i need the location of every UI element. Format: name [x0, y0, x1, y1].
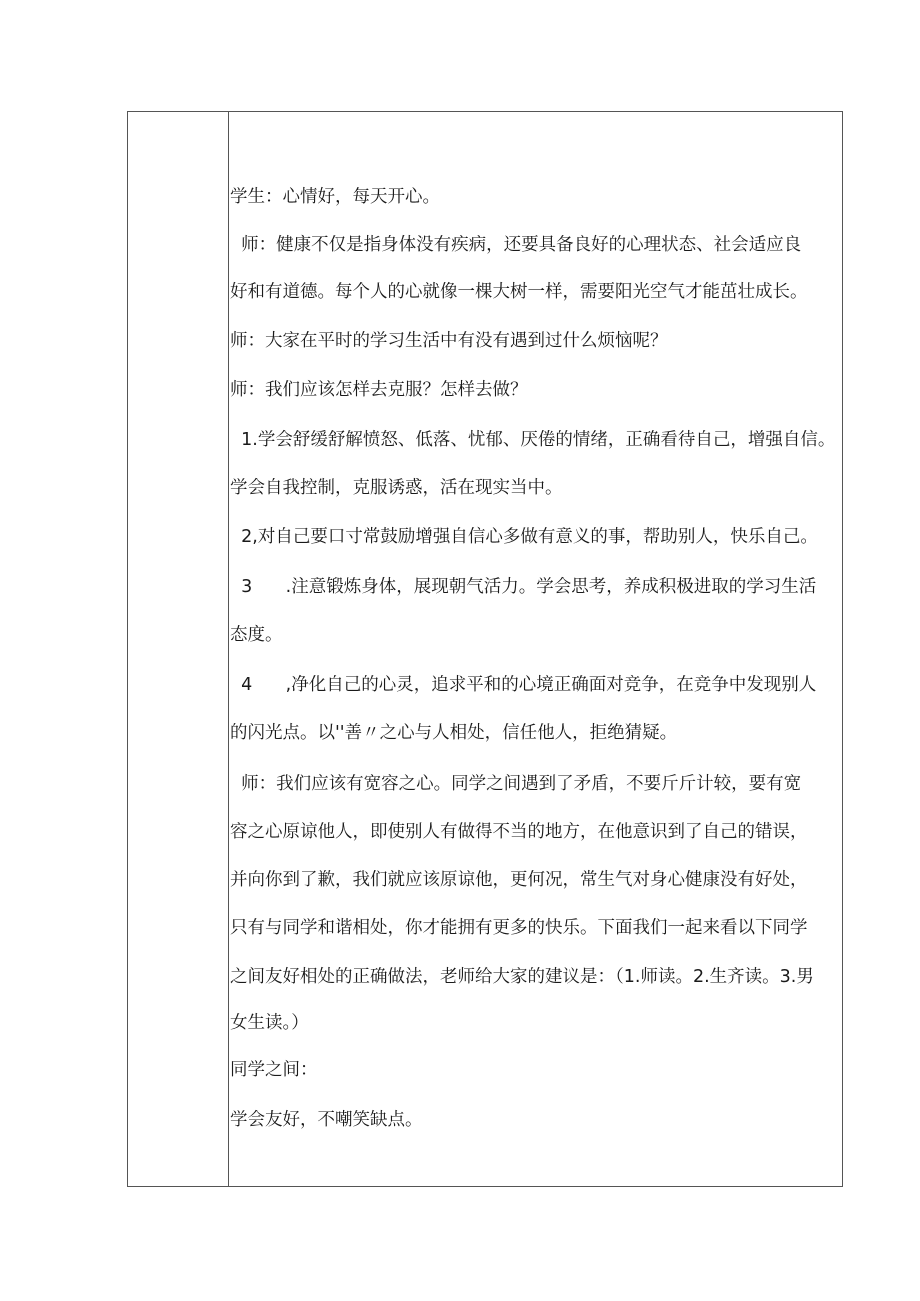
text-line: 3 .注意锻炼身体，展现朝气活力。学会思考，养成积极进取的学习生活	[230, 577, 817, 597]
text-line: 并向你到了歉，我们就应该原谅他，更何况，常生气对身心健康没有好处，	[230, 870, 808, 890]
text-line: 之间友好相处的正确做法，老师给大家的建议是：（1.师读。2.生齐读。3.男	[230, 967, 814, 987]
text-line: 同学之间：	[230, 1060, 318, 1080]
text-line: 学会友好，不嘲笑缺点。	[230, 1110, 423, 1130]
text-line: 的闪光点。以''善〃之心与人相处，信任他人，拒绝猜疑。	[230, 723, 678, 743]
text-line: 学生：心情好，每天开心。	[230, 187, 440, 207]
text-line: 1.学会舒缓舒解愤怒、低落、忧郁、厌倦的情绪，正确看待自己，增强自信。	[230, 430, 836, 450]
text-line: 只有与同学和谐相处，你才能拥有更多的快乐。下面我们一起来看以下同学	[230, 918, 808, 938]
text-line: 4 ,净化自己的心灵，追求平和的心境正确面对竞争，在竞争中发现别人	[230, 675, 817, 695]
text-line: 师：大家在平时的学习生活中有没有遇到过什么烦恼呢？	[230, 331, 668, 351]
text-line: 2,对自己要口寸常鼓励增强自信心多做有意义的事，帮助别人，快乐自己。	[230, 527, 818, 547]
text-line: 师：我们应该有宽容之心。同学之间遇到了矛盾，不要斤斤计较，要有宽	[230, 774, 802, 794]
lesson-table	[127, 111, 843, 1187]
text-line: 师：我们应该怎样去克服？怎样去做？	[230, 380, 528, 400]
text-line: 态度。	[230, 625, 283, 645]
text-line: 女生读。）	[230, 1013, 309, 1033]
text-line: 好和有道德。每个人的心就像一棵大树一样，需要阳光空气才能茁壮成长。	[230, 282, 808, 302]
text-line: 师：健康不仅是指身体没有疾病，还要具备良好的心理状态、社会适应良	[230, 235, 802, 255]
table-left-cell	[128, 112, 229, 1186]
text-line: 学会自我控制，克服诱惑，活在现实当中。	[230, 478, 563, 498]
table-content-cell	[229, 112, 842, 1186]
text-line: 容之心原谅他人，即使别人有做得不当的地方，在他意识到了自己的错误，	[230, 822, 808, 842]
